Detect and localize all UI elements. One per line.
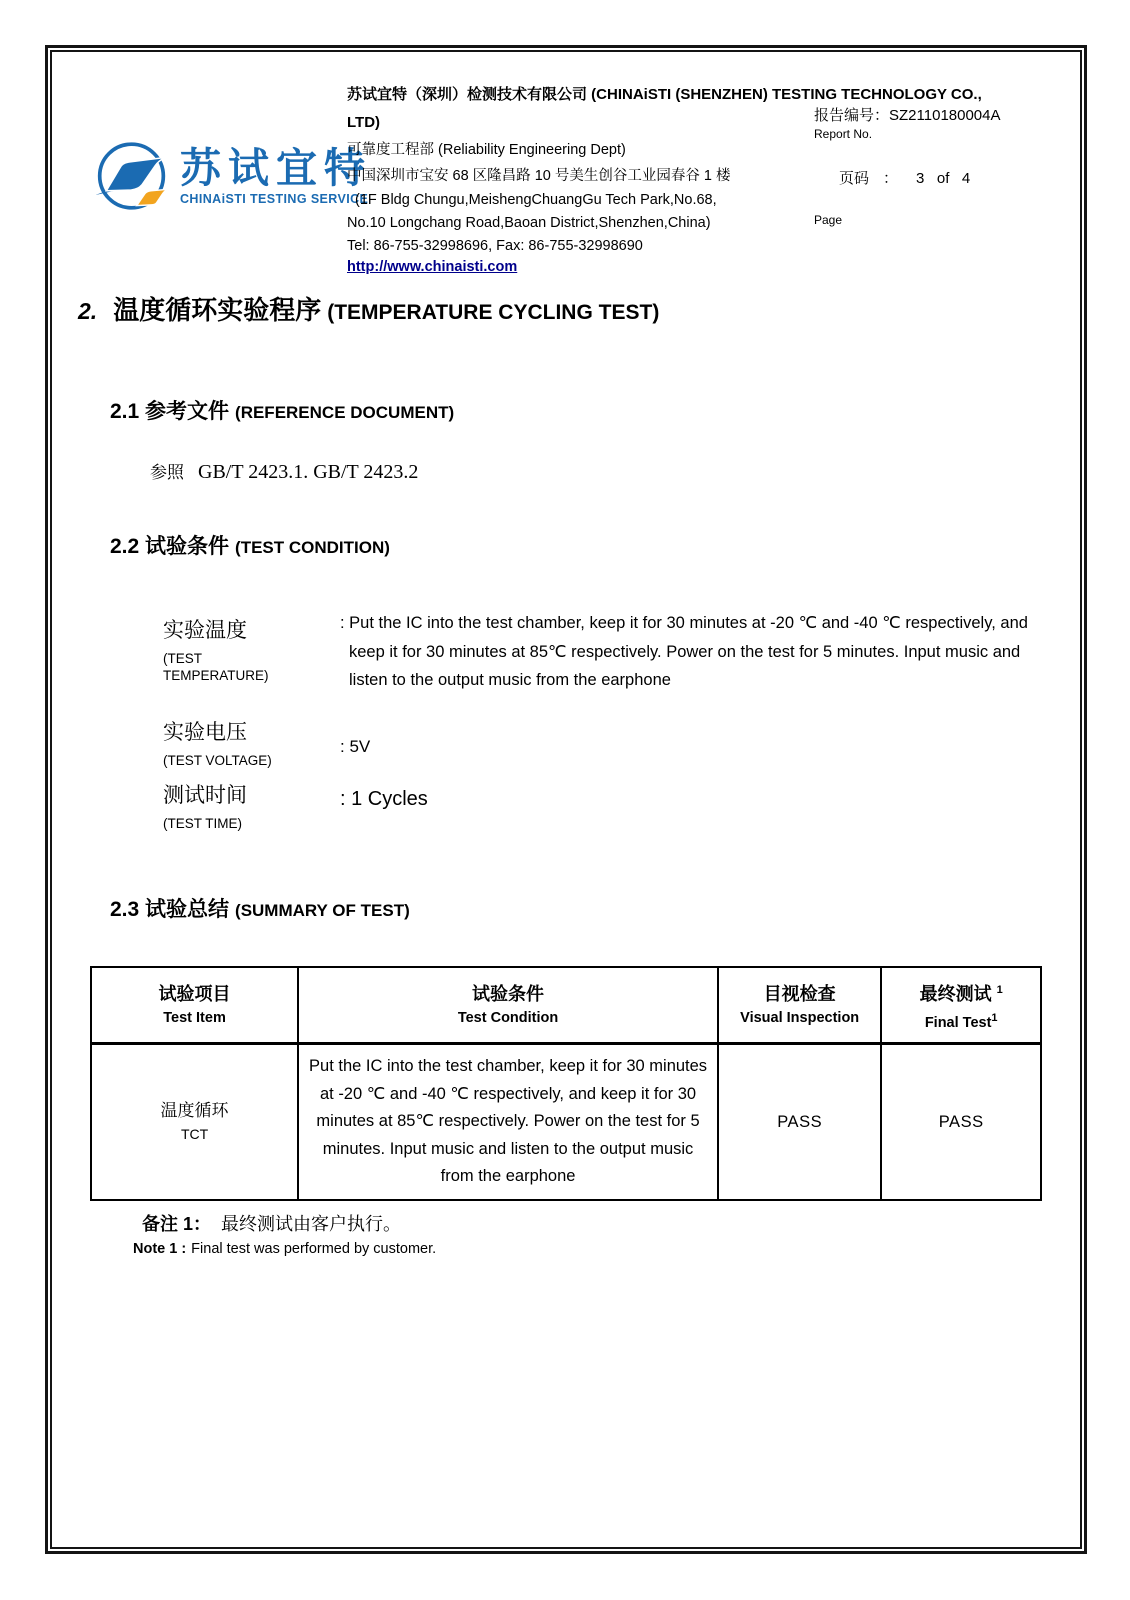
address-en-line1: (1F Bldg Chungu,MeishengChuangGu Tech Park,No.68, — [355, 192, 717, 208]
test-voltage-label — [163, 720, 333, 769]
note-1-en — [133, 1241, 436, 1257]
department-line: 可靠度工程部 (Reliability Engineering Dept) — [347, 142, 626, 158]
website-line — [347, 257, 1107, 277]
tel-fax-line: Tel: 86-755-32998696, Fax: 86-755-32998690 — [347, 238, 643, 254]
col-header-test-item-en: Test Item — [163, 1010, 226, 1027]
section-2-title — [78, 290, 659, 327]
section-2-title-zh: 温度循环实验程序 — [113, 295, 322, 325]
test-voltage-label-en: (TEST VOLTAGE) — [163, 753, 272, 768]
test-voltage-label-zh: 实验电压 — [163, 721, 247, 744]
section-2-3-heading-en: (SUMMARY OF TEST) — [235, 901, 410, 920]
page-label: 页码 — [839, 170, 870, 187]
section-2-2-heading-en: (TEST CONDITION) — [235, 538, 390, 557]
table-row — [91, 1043, 1041, 1200]
final-test-footnote-marker-en: 1 — [991, 1012, 998, 1024]
test-temperature-value: : Put the IC into the test chamber, keep it for 30 minutes at -20 ℃ and -40 ℃ respectively, and keep it for 30 minutes at 85℃ respectively. Power on the test for 5 minutes. Input music and listen to the output music from the earphone — [340, 614, 1028, 689]
section-2-1-heading — [110, 395, 454, 425]
note-1-zh-label: 备注 1： — [142, 1214, 212, 1234]
summary-table-header-row — [91, 967, 1041, 1043]
col-header-test-condition-zh: 试验条件 — [472, 984, 545, 1005]
page-value: 3 of 4 — [916, 170, 971, 187]
test-temperature-label-zh: 实验温度 — [163, 619, 247, 642]
col-header-test-item — [91, 967, 298, 1043]
final-test-footnote-marker-zh: 1 — [996, 984, 1003, 996]
report-info — [810, 106, 1001, 228]
section-2-3-heading — [110, 893, 410, 923]
report-no-value: SZ2110180004A — [889, 107, 1001, 124]
summary-table — [90, 966, 1042, 1201]
col-header-visual-inspection-zh: 目视检查 — [763, 984, 836, 1005]
note-1-zh-text: 最终测试由客户执行。 — [221, 1214, 402, 1234]
section-2-3-heading-zh: 2.3 试验总结 — [110, 898, 230, 921]
test-time-label-en: (TEST TIME) — [163, 816, 243, 831]
col-header-final-test-zh: 最终测试 $^1$ — [919, 984, 1003, 1004]
cell-final-test-result: PASS — [881, 1043, 1041, 1200]
test-item-en: TCT — [180, 1126, 209, 1143]
logo-name-zh: 苏试宜特 — [180, 145, 372, 191]
reference-standards: GB/T 2423.1. GB/T 2423.2 — [198, 461, 419, 483]
address-zh: 中国深圳市宝安 68 区隆昌路 10 号美生创谷工业园春谷 1 楼 — [347, 168, 731, 184]
note-1-en-label: Note 1 : — [133, 1241, 187, 1257]
section-2-title-en: (TEMPERATURE CYCLING TEST) — [327, 301, 660, 324]
page-colon: ： — [883, 170, 899, 187]
company-logo — [96, 138, 372, 214]
note-1-zh — [142, 1210, 401, 1236]
page-sublabel: Page — [814, 213, 843, 227]
report-no-label: 报告编号： — [814, 107, 890, 124]
chinaisti-logo-icon — [96, 138, 170, 214]
section-2-2-heading-zh: 2.2 试验条件 — [110, 535, 230, 558]
col-header-final-test-en: Final Test$^1$ — [924, 1012, 998, 1031]
test-time-value: : 1 Cycles — [340, 788, 428, 810]
company-name-line1: 苏试宜特（深圳）检测技术有限公司 (CHINAiSTI (SHENZHEN) TESTING TECHNOLOGY CO., — [347, 86, 982, 103]
col-header-visual-inspection — [718, 967, 881, 1043]
test-time-label — [163, 783, 333, 832]
report-no-sublabel: Report No. — [814, 127, 873, 141]
logo-text — [180, 146, 372, 206]
cell-test-item — [91, 1043, 298, 1200]
page-number-row — [814, 146, 1001, 212]
test-item-zh: 温度循环 — [160, 1101, 229, 1121]
col-header-visual-inspection-en: Visual Inspection — [740, 1010, 860, 1027]
test-time-label-zh: 测试时间 — [163, 784, 247, 807]
logo-tagline: CHINAiSTI TESTING SERVICE — [180, 192, 369, 206]
section-2-2-heading — [110, 530, 390, 560]
test-temperature-label — [163, 618, 333, 684]
col-header-final-test — [881, 967, 1041, 1043]
col-header-test-condition-en: Test Condition — [457, 1010, 559, 1027]
test-voltage-value: : 5V — [340, 737, 371, 756]
address-en-line2: No.10 Longchang Road,Baoan District,Shenzhen,China) — [347, 215, 711, 231]
cell-test-condition: Put the IC into the test chamber, keep it for 30 minutes at -20 ℃ and -40 ℃ respectively, and keep it for 30 minutes at 85℃ respectively. Power on the test for 5 minutes. Input music and listen to the output music from the earphone — [298, 1043, 718, 1200]
section-2-1-heading-zh: 2.1 参考文件 — [110, 400, 230, 423]
col-header-test-item-zh: 试验项目 — [158, 984, 231, 1005]
col-header-test-condition — [298, 967, 718, 1043]
reference-document-body — [150, 458, 418, 484]
test-temperature-label-en: (TEST TEMPERATURE) — [163, 651, 269, 683]
company-name-line2: LTD) — [347, 114, 381, 131]
website-link[interactable]: http://www.chinaisti.com — [347, 259, 518, 275]
section-2-number: 2. — [78, 298, 98, 324]
cell-visual-inspection-result: PASS — [718, 1043, 881, 1200]
report-no-row — [814, 106, 1001, 126]
section-2-1-heading-en: (REFERENCE DOCUMENT) — [235, 403, 455, 422]
note-1-en-text: Final test was performed by customer. — [191, 1241, 437, 1257]
reference-prefix: 参照 — [150, 463, 184, 482]
